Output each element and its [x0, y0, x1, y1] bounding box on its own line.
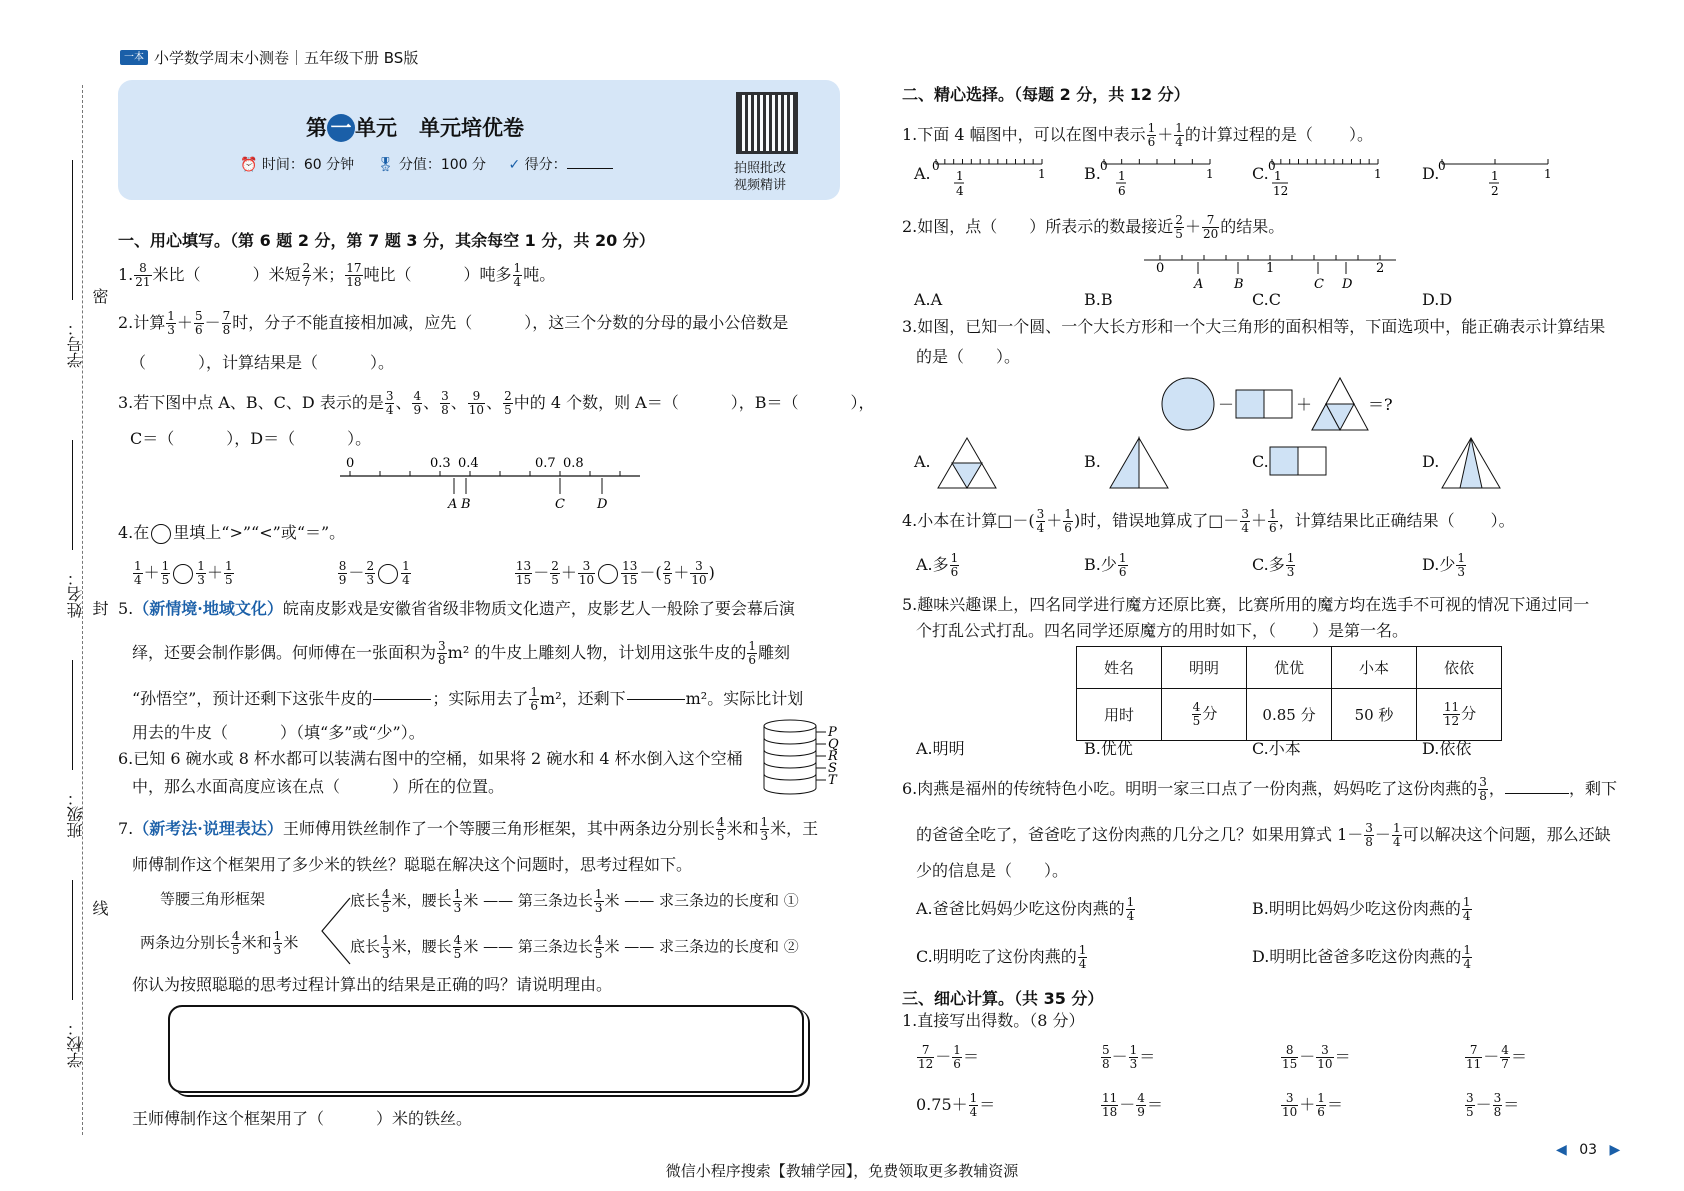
answer-box[interactable] — [168, 1005, 804, 1093]
choice-3-cont: 的是（ ）。 — [916, 347, 1021, 366]
bucket-figure — [758, 718, 840, 798]
choice-3-option-d[interactable]: D. — [1422, 452, 1440, 471]
svg-text:＋: ＋ — [1296, 395, 1313, 414]
question-6: 6.已知 6 碗水或 8 杯水都可以装满右图中的空桶，如果将 2 碗水和 4 杯水倒入这个空桶 — [118, 749, 743, 768]
unit-number-badge: 一 — [327, 114, 355, 142]
check-icon: ✓ — [508, 157, 521, 173]
brand-logo: 一本 — [120, 50, 148, 65]
margin-label-name: 姓名： — [66, 570, 85, 618]
section-1-title: 一、用心填写。（第 6 题 2 分，第 7 题 3 分，其余每空 1 分，共 20 分） — [118, 231, 655, 250]
clock-icon: ⏰ — [240, 157, 258, 173]
choice-5: 5.趣味兴趣课上，四名同学进行魔方还原比赛，比赛所用的魔方均在选手不可视的情况下通过同一 — [902, 595, 1590, 614]
choice-5-cont: 个打乱公式打乱。四名同学还原魔方的用时如下，（ ）是第一名。 — [916, 621, 1409, 640]
choice-6-option-c[interactable]: C.明明吃了这份肉燕的 $\frac{1}{4}$ — [916, 943, 1087, 971]
margin-label-seal: 密 — [90, 288, 109, 304]
qr-label-1: 拍照批改 — [734, 161, 787, 176]
banner-title-post: 单元 — [355, 116, 397, 140]
choice-3-figure-d — [1438, 434, 1504, 492]
reasoning-left-sub: 两条边分别长 $\frac{4}{5}$ 米和 $\frac{1}{3}$ 米 — [140, 929, 299, 957]
table-row: 用时 $\frac{4}{5}$ 分 0.85 分 50 秒 $\frac{11}{12}$ 分 — [1077, 689, 1502, 741]
choice-6: 6.肉燕是福州的传统特色小吃。明明一家三口点了一份肉燕，妈妈吃了这份肉燕的 $\frac{3}{8}$ ， ，剩下 — [902, 775, 1617, 803]
class-field[interactable] — [72, 660, 73, 770]
nl-point: D — [1342, 277, 1353, 292]
nl-point: C — [555, 497, 565, 512]
question-2: 2.计算 $\frac{1}{3}$ ＋ $\frac{5}{6}$ － $\frac{7}{8}$ 时，分子不能直接相加减，应先（ ），这三个分数的分母的最小公倍数是 — [118, 309, 789, 337]
nl-label: 0 — [1156, 261, 1165, 276]
title-banner — [118, 80, 840, 200]
tag-method: （新考法·说理表达） — [133, 819, 283, 838]
bucket-label: T — [828, 773, 837, 788]
nl-label: 0.8 — [563, 456, 584, 471]
qr-label-2: 视频精讲 — [734, 178, 787, 193]
question-7-end: 王师傅制作这个框架用了（ ）米的铁丝。 — [132, 1109, 473, 1128]
choice-6-option-a[interactable]: A.爸爸比妈妈少吃这份肉燕的 $\frac{1}{4}$ — [916, 895, 1135, 923]
bucket-label: P — [828, 725, 837, 740]
shape-eq-result: ＝? — [1368, 395, 1393, 414]
svg-text:1: 1 — [1544, 167, 1552, 181]
choice-3-figure-b — [1106, 434, 1172, 492]
svg-text:1: 1 — [1374, 167, 1382, 181]
section-2-title: 二、精心选择。（每题 2 分，共 12 分） — [902, 85, 1190, 104]
page-number: ◀ 03 ▶ — [1556, 1142, 1621, 1158]
choice-1: 1.下面 4 幅图中，可以在图中表示 $\frac{1}{6}$ ＋ $\frac{1}{4}$ 的计算过程的是（ ）。 — [902, 121, 1373, 149]
choice-1-option-a[interactable]: A. — [914, 164, 931, 183]
nl-point: B — [461, 497, 471, 512]
choice-1-ruler-a — [930, 156, 1048, 200]
choice-4-option-b[interactable]: B.少 $\frac{1}{6}$ — [1084, 551, 1127, 579]
svg-text:1: 1 — [1491, 169, 1499, 183]
question-3-cont: C＝（ ），D＝（ ）。 — [130, 429, 372, 448]
svg-text:1: 1 — [1274, 169, 1282, 183]
svg-text:－: － — [1218, 395, 1235, 414]
choice-2-option-d[interactable]: D.D — [1422, 290, 1453, 309]
next-page-icon[interactable]: ▶ — [1609, 1142, 1621, 1158]
calc-item[interactable]: $\frac{8}{15}$ － $\frac{3}{10}$ ＝ — [1282, 1043, 1351, 1071]
calc-item[interactable]: $\frac{3}{10}$ ＋ $\frac{1}{6}$ ＝ — [1282, 1091, 1343, 1119]
series-title: 小学数学周末小测卷｜五年级下册 BS版 — [154, 49, 419, 67]
calc-item[interactable]: $\frac{7}{11}$ － $\frac{4}{7}$ ＝ — [1466, 1043, 1527, 1071]
reasoning-branch — [318, 894, 352, 968]
question-4: 4.在 里填上“>”“<”或“＝”。 — [118, 523, 346, 542]
svg-text:0: 0 — [1438, 159, 1446, 173]
choice-4-option-a[interactable]: A.多 $\frac{1}{6}$ — [916, 551, 959, 579]
margin-label-seal: 封 — [90, 600, 109, 616]
nl-label: 0.7 — [535, 456, 556, 471]
question-5: 5.（新情境·地域文化）皖南皮影戏是安徽省省级非物质文化遗产，皮影艺人一般除了要会幕后演 — [118, 599, 795, 618]
answer-circle[interactable] — [598, 564, 618, 584]
svg-text:0: 0 — [932, 159, 940, 173]
choice-3-option-c[interactable]: C. — [1252, 452, 1269, 471]
svg-text:1: 1 — [1118, 169, 1126, 183]
choice-6-option-d[interactable]: D.明明比爸爸多吃这份肉燕的 $\frac{1}{4}$ — [1252, 943, 1471, 971]
answer-circle[interactable] — [173, 564, 193, 584]
calc-item[interactable]: $\frac{3}{5}$ － $\frac{3}{8}$ ＝ — [1466, 1091, 1520, 1119]
choice-5-option-c[interactable]: C.小本 — [1252, 739, 1301, 758]
shape-equation — [1160, 374, 1400, 434]
circle-icon — [151, 524, 171, 544]
section-3-title: 三、细心计算。（共 35 分） — [902, 989, 1104, 1008]
question-2-cont: （ ），计算结果是（ ）。 — [130, 353, 395, 372]
choice-1-ruler-d — [1436, 156, 1554, 200]
choice-3: 3.如图，已知一个圆、一个大长方形和一个大三角形的面积相等，下面选项中，能正确表示计算结果 — [902, 317, 1606, 336]
svg-text:0: 0 — [1268, 159, 1276, 173]
nl-label: 1 — [1266, 261, 1275, 276]
number-line-q3 — [330, 450, 650, 512]
nl-label: 2 — [1376, 261, 1385, 276]
choice-2-option-b[interactable]: B.B — [1084, 290, 1113, 309]
nl-point: A — [1194, 277, 1204, 292]
reasoning-left-title: 等腰三角形框架 — [160, 890, 266, 908]
choice-1-option-b[interactable]: B. — [1084, 164, 1101, 183]
svg-text:1: 1 — [1038, 167, 1046, 181]
svg-text:1: 1 — [1206, 167, 1214, 181]
calc-subtitle: 1.直接写出得数。（8 分） — [902, 1011, 1085, 1030]
nl-point: D — [597, 497, 608, 512]
choice-2-option-c[interactable]: C.C — [1252, 290, 1281, 309]
score-got-label: 得分： — [524, 157, 567, 173]
answer-circle[interactable] — [378, 564, 398, 584]
exam-time: 时间：60 分钟 — [261, 157, 355, 173]
choice-3-option-a[interactable]: A. — [914, 452, 931, 471]
choice-3-option-b[interactable]: B. — [1084, 452, 1101, 471]
school-field[interactable] — [72, 880, 73, 1000]
banner-title-pre: 第 — [306, 116, 327, 140]
choice-2: 2.如图，点（ ）所表示的数最接近 $\frac{2}{5}$ ＋ $\frac{7}{20}$ 的结果。 — [902, 213, 1285, 241]
question-3: 3.若下图中点 A、B、C、D 表示的是 $\frac{3}{4}$ 、 $\frac{4}{9}$ 、 $\frac{3}{8}$ 、 $\frac{9}{10}$ 、 $\frac{2}{5}$ 中的 4 个数，则 A＝（ ），B＝（ ）， — [118, 389, 875, 417]
bucket-label: S — [828, 761, 837, 776]
number-field[interactable] — [72, 160, 73, 300]
time-table — [1076, 646, 1502, 741]
question-7-line2: 师傅制作这个框架用了多少米的铁丝？聪聪在解决这个问题时，思考过程如下。 — [132, 855, 693, 874]
choice-4-option-c[interactable]: C.多 $\frac{1}{3}$ — [1252, 551, 1295, 579]
question-5-line2: 绎，还要会制作影偶。何师傅在一张面积为 $\frac{3}{8}$ m² 的牛皮上雕刻人物，计划用这张牛皮的 $\frac{1}{6}$ 雕刻 — [132, 639, 790, 667]
name-field[interactable] — [72, 440, 73, 550]
medal-icon: 🎖 — [376, 157, 395, 173]
choice-5-option-a[interactable]: A.明明 — [916, 739, 965, 758]
tag-context: （新情境·地域文化） — [133, 599, 283, 618]
svg-text:1: 1 — [956, 169, 964, 183]
bucket-label: R — [828, 749, 838, 764]
choice-4-option-d[interactable]: D.少 $\frac{1}{3}$ — [1422, 551, 1465, 579]
banner-title: 单元培优卷 — [419, 116, 524, 140]
margin-label-number: 学号： — [66, 320, 85, 368]
question-6-cont: 中，那么水面高度应该在点（ ）所在的位置。 — [132, 777, 505, 796]
nl-point: A — [448, 497, 458, 512]
table-header-row: 姓名 明明 优优 小本 依依 — [1077, 647, 1502, 689]
calc-item[interactable]: 0.75＋ $\frac{1}{4}$ ＝ — [916, 1091, 996, 1119]
question-1: 1. $\frac{8}{21}$ 米比（ ）米短 $\frac{2}{7}$ 米； $\frac{17}{18}$ 吨比（ ）吨多 $\frac{1}{4}$ 吨。 — [118, 261, 556, 289]
nl-label: 0.3 — [430, 456, 451, 471]
reasoning-path-1: 底长 $\frac{4}{5}$ 米，腰长 $\frac{1}{3}$ 米 —— 第三条边长 $\frac{1}{3}$ 米 —— 求三条边的长度和 ① — [350, 887, 799, 915]
svg-text:4: 4 — [956, 184, 964, 198]
svg-text:12: 12 — [1273, 184, 1289, 198]
calc-item[interactable]: $\frac{5}{8}$ － $\frac{1}{3}$ ＝ — [1102, 1043, 1156, 1071]
calc-item[interactable]: $\frac{11}{18}$ － $\frac{4}{9}$ ＝ — [1102, 1091, 1163, 1119]
nl-label: 0 — [346, 456, 355, 471]
choice-6-option-b[interactable]: B.明明比妈妈少吃这份肉燕的 $\frac{1}{4}$ — [1252, 895, 1471, 923]
choice-5-option-b[interactable]: B.优优 — [1084, 739, 1133, 758]
calc-item[interactable]: $\frac{7}{12}$ － $\frac{1}{6}$ ＝ — [918, 1043, 979, 1071]
number-line-c2 — [1140, 250, 1400, 292]
choice-3-figure-a — [934, 434, 1000, 492]
svg-text:2: 2 — [1491, 184, 1499, 198]
footer-promo: 微信小程序搜索【教辅学园】，免费领取更多教辅资源 — [665, 1162, 1019, 1180]
reasoning-path-2: 底长 $\frac{1}{3}$ 米，腰长 $\frac{4}{5}$ 米 —— 第三条边长 $\frac{4}{5}$ 米 —— 求三条边的长度和 ② — [350, 933, 799, 961]
svg-text:0: 0 — [1100, 159, 1108, 173]
choice-1-option-c[interactable]: C. — [1252, 164, 1269, 183]
exam-score: 分值：100 分 — [398, 157, 487, 173]
choice-1-option-d[interactable]: D. — [1422, 164, 1440, 183]
question-7-ask: 你认为按照聪聪的思考过程计算出的结果是正确的吗？请说明理由。 — [132, 975, 613, 994]
margin-label-seal: 线 — [90, 900, 109, 916]
choice-2-option-a[interactable]: A.A — [914, 290, 943, 309]
nl-point: C — [1314, 277, 1324, 292]
choice-1-ruler-b — [1098, 156, 1216, 200]
margin-label-class: 班级： — [66, 790, 85, 838]
margin-label-school: 学校： — [66, 1020, 85, 1068]
choice-6-line3: 少的信息是（ ）。 — [916, 861, 1069, 880]
score-got-field[interactable] — [567, 168, 613, 169]
bucket-label: Q — [828, 737, 839, 752]
qr-code[interactable] — [736, 92, 798, 154]
question-5-line3: “孙悟空”，预计还剩下这张牛皮的 ；实际用去了 $\frac{1}{6}$ m²，还剩下 m²。实际比计划 — [132, 685, 804, 713]
question-4-items: $\frac{1}{4}$ ＋ $\frac{1}{5}$ $\frac{1}{3}$ ＋ $\frac{1}{5}$ $\frac{8}{9}$ － $\frac{2}{3}$ $\frac{1}{4}$ $\frac{13}{15}$ － $\frac{2}{5}$ ＋ $\frac{3}{10}$ $\frac{13}{15}$ －( $\frac{2}{5}$ ＋ $\frac{3}{10}$ ) — [134, 559, 715, 587]
choice-6-line2: 的爸爸全吃了，爸爸吃了这份肉燕的几分之几？如果用算式 1－ $\frac{3}{8}$ － $\frac{1}{4}$ 可以解决这个问题，那么还缺 — [916, 821, 1611, 849]
nl-label: 0.4 — [458, 456, 479, 471]
choice-1-ruler-c — [1266, 156, 1384, 200]
nl-point: B — [1234, 277, 1244, 292]
prev-page-icon[interactable]: ◀ — [1556, 1142, 1567, 1158]
svg-text:6: 6 — [1118, 184, 1126, 198]
question-5-line4: 用去的牛皮（ ）（填“多”或“少”）。 — [132, 723, 425, 742]
choice-5-option-d[interactable]: D.依依 — [1422, 739, 1472, 758]
choice-4: 4.小本在计算□－( $\frac{3}{4}$ ＋ $\frac{1}{6}$ )时，错误地算成了□－ $\frac{3}{4}$ ＋ $\frac{1}{6}$ ，计算结果比正确结果（ ）。 — [902, 507, 1515, 535]
question-7: 7.（新考法·说理表达）王师傅用铁丝制作了一个等腰三角形框架，其中两条边分别长 $\frac{4}{5}$ 米和 $\frac{1}{3}$ 米，王 — [118, 815, 819, 843]
choice-3-figure-c — [1268, 444, 1334, 478]
